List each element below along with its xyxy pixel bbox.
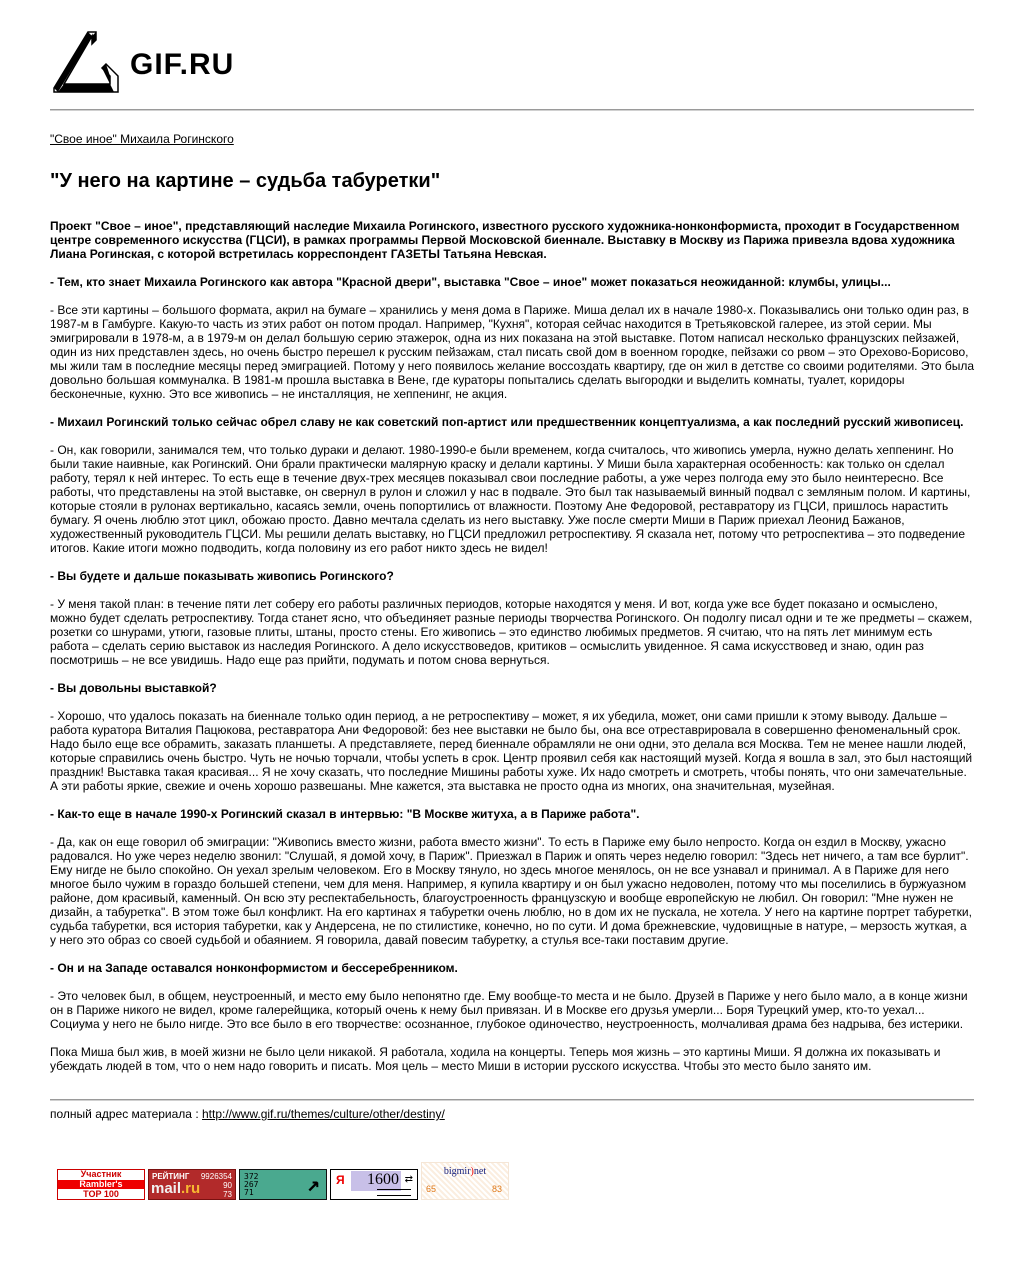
interview-answer: - Да, как он еще говорил об эмиграции: "Живопись вместо жизни, работа вместо жизни". То есть в Париже ему было непросто. Когда он ездил в Москву, ужасно радовался. Но уже через неделю звонил: "Слушай, я домой хочу, в Париж". Приезжал в Париж и опять через неделю говорил: "Здесь нет ничего, а там все бурлит". Ему нигде не было спокойно. Он уехал зрелым человеком. Его в Москву тянуло, но здесь многое менялось, он не все узнавал и принимал. А в Париже для него многое было чужим в гораздо большей степени, чем для меня. Например, я купила квартиру и он был ужасно недоволен, потому что мы поселились в буржуазном районе, дом красивый, каменный. Он всю эту респектабельность, благоустроенность французскую и вообще европейскую не любил. Он говорил: "Мне нужен не дизайн, а табуретка". В этом тоже был конфликт. На его картинах я табуретки очень люблю, но в дом их не пускала, не хотела. У него на картине портрет табуретки, судьба табуретки, вся история табуретки, как у Андерсена, не по стилистике, конечно, но по сути. И дома брежневские, чудовищные в натуре, – мерзость жуткая, а у него это образ со своей судьбой и обаянием. Я говорила, давай повесим табуретку, а стулья все-таки поставим другие.	[50, 835, 972, 947]
main-content	[50, 130, 974, 1087]
yandex-value: 1600	[351, 1171, 401, 1191]
bigmir-counter[interactable]	[421, 1162, 509, 1200]
address-label: полный адрес материала :	[50, 1107, 199, 1121]
liveinternet-counter[interactable]	[239, 1169, 327, 1200]
interview-answer: - Хорошо, что удалось показать на биеннале только один период, а не ретроспективу – может, я их убедила, может, они сами пришли к этому выводу. Дальше – работа куратора Виталия Пацюкова, реставратора Ани Федоровой: без нее выставки не было бы, она все отреставрировала в совершенно феноменальный срок. Надо было еще все обрамить, заказать планшеты. А представляете, перед биеннале обрамляли не они одни, это делала вся Москва. Тем не менее нашли людей, которые справились очень быстро. Чуть не ночью торчали, чтобы успеть в срок. Центр проявил себя как настоящий музей. Когда я вошла в зал, это был настоящий праздник! Выставка такая красивая... Я не хочу сказать, что последние Мишины работы хуже. Их надо смотреть и смотреть, чтобы понять, что они замечательные. А эти работы яркие, свежие и очень хорошо развешаны. Мне кажется, эта выставка не просто одна из многих, она значительная, музейная.	[50, 709, 973, 793]
arrow-up-right-icon: ↗	[306, 1172, 320, 1197]
interview-question: - Вы будете и дальше показывать живопись Рогинского?	[50, 569, 394, 583]
mailru-logo-main: mail	[151, 1180, 182, 1197]
site-header	[50, 28, 234, 98]
footer-address	[50, 1107, 445, 1121]
liveinternet-value1: 372	[244, 1172, 259, 1181]
yandex-cy-counter[interactable]	[330, 1169, 418, 1200]
refresh-icon: ⇄	[404, 1174, 413, 1185]
interview-question: - Михаил Рогинский только сейчас обрел славу не как советский поп-артист или предшественник концептуализма, а как последний русский живописец.	[50, 415, 964, 429]
article-lead: Проект "Свое – иное", представляющий наследие Михаила Рогинского, известного русского художника-нонконформиста, проходит в Государственном центре современного искусства (ГЦСИ), в рамках программы Первой Московской биеннале. Выставку в Москву из Парижа привезла вдова художника Лиана Рогинская, с которой встретилась корреспондент ГАЗЕТЫ Татьяна Невская.	[50, 219, 960, 261]
interview-question: - Как-то еще в начале 1990-х Рогинский сказал в интервью: "В Москве житуха, а в Париже работа".	[50, 807, 640, 821]
address-link[interactable]: http://www.gif.ru/themes/culture/other/destiny/	[202, 1107, 445, 1121]
bigmir-brand-b: )	[470, 1166, 474, 1177]
site-logo-text[interactable]: GIF.RU	[130, 48, 235, 81]
rambler-top100-counter[interactable]	[57, 1169, 145, 1200]
interview-answer: - Он, как говорили, занимался тем, что только дураки и делают. 1980-1990-е были временем, когда считалось, что живопись умерла, нужно делать хеппенинг. Но были такие наивные, как Рогинский. Они брали практически малярную краску и делали картины. У Миши была характерная особенность: как только он сделал работу, терял к ней интерес. То есть еще в течение двух-трех месяцев показывал свои последние работы, а уже через полгода ему это было неинтересно. Все работы, что представлены на этой выставке, он свернул в рулон и сложил у нас в подвале. Это был так называемый винный подвал с земляным полом. И картины, которые стояли в рулонах вертикально, касаясь земли, очень попортились от влажности. Поэтому Ане Федоровой, реставратору из ГЦСИ, пришлось нарастить бумагу. Я очень люблю этот цикл, обожаю просто. Давно мечтала сделать из него выставку. Уже после смерти Миши в Париж приехал Леонид Бажанов, художественный руководитель ГЦСИ. Мы решили делать выставку, но ГЦСИ предложил ретроспективу. Я сказала нет, потому что ретроспектива – это подведение итогов. Какие итоги можно подводить, когда половину из его работ никто здесь не видел!	[50, 443, 971, 555]
interview-answer: - Все эти картины – большого формата, акрил на бумаге – хранились у меня дома в Париже. Миша делал их в начале 1980-х. Показывались они только один раз, в 1987-м в Гамбурге. Какую-то часть из этих работ он потом продал. Например, "Кухня", которая сейчас находится в Третьяковской галерее, из этой серии. Мы эмигрировали в 1978-м, а в 1979-м он делал большую серию этажерок, одна из них показана на этой выставке. Потом написал несколько французских пейзажей, один из них представлен здесь, но очень быстро перешел к русским пейзажам, стал писать свой дом в военном городке, пейзажи со рвом – это Орехово-Борисово, мы жили там в последние месяцы перед эмиграцией. Потому у него появилось желание воссоздать квартиру, где он жил в детстве со своими родителями. Это была довольно большая коммуналка. В 1981-м прошла выставка в Вене, где кураторы попытались сделать выгородки и выделить комнаты, туалет, коридоры бесконечные, кухню. Это все живопись – не инсталляция, не хеппенинг, не акция.	[50, 303, 975, 401]
liveinternet-value3: 71	[244, 1188, 254, 1197]
impossible-triangle-logo-icon[interactable]	[50, 30, 130, 96]
article-body	[50, 219, 974, 1073]
interview-answer: - Это человек был, в общем, неустроенный, и место ему было непонятно где. Ему вообще-то места и не было. Друзей в Париже у него было мало, а в конце жизни он в Париже никого не видел, кроме галерейщика, который очень к нему был привязан. И в Москве его друзья умерли... Боря Турецкий умер, кто-то уехал... Социума у него не было нигде. Это все было в его творчестве: осознанное, глубокое одиночество, неустроенность, молчаливая драма без надрыва, без истерики.	[50, 989, 968, 1031]
bigmir-value2: 83	[491, 1184, 502, 1194]
bigmir-brand	[422, 1166, 508, 1177]
rambler-line3: TOP 100	[83, 1188, 119, 1199]
rambler-line2: Rambler's	[58, 1180, 144, 1190]
bigmir-value1: 65	[426, 1184, 437, 1194]
bigmir-brand-a: bigmir	[443, 1166, 471, 1177]
interview-question: - Он и на Западе оставался нонконформистом и бессеребренником.	[50, 961, 458, 975]
mailru-rating-counter[interactable]	[148, 1169, 236, 1200]
interview-answer: - У меня такой план: в течение пяти лет соберу его работы различных периодов, которые находятся у меня. И вот, когда уже все будет показано и осмыслено, можно будет сделать ретроспективу. Тогда станет ясно, что объединяет разные периоды творчества Рогинского. Он подолгу писал одни и те же предметы – скажем, розетки со шнурами, утюги, газовые плиты, штаны, просто стены. Его живопись – это единство любимых предметов. Я считаю, что на пять лет минимум есть работа – сделать серию выставок из наследия Рогинского. А дело искусствоведов, критиков – осмыслить увиденное. Я сама искусствовед и знаю, один раз посмотришь – не все увидишь. Надо еще раз прийти, подумать и потом снова вернуться.	[50, 597, 973, 667]
mailru-value2: 73	[223, 1190, 232, 1199]
counters-bar	[57, 1162, 509, 1200]
mailru-logo	[151, 1180, 200, 1197]
rambler-line1: Участник	[80, 1169, 122, 1180]
interview-question: - Вы довольны выставкой?	[50, 681, 217, 695]
breadcrumb-link[interactable]: "Свое иное" Михаила Рогинского	[50, 132, 234, 146]
mailru-total: 9926354	[200, 1172, 232, 1181]
bigmir-brand-c: net	[473, 1166, 487, 1177]
mailru-label: РЕЙТИНГ	[152, 1172, 190, 1181]
interview-answer: Пока Миша был жив, в моей жизни не было цели никакой. Я работала, ходила на концерты. Теперь моя жизнь – это картины Миши. Я должна их показывать и убеждать людей в том, что о нем надо говорить и писать. Моя цель – место Миши в истории русского искусства. Чтобы это место было занято им.	[50, 1045, 941, 1073]
yandex-logo-icon: Я	[336, 1173, 345, 1187]
article-title: "У него на картине – судьба табуретки"	[50, 170, 441, 192]
mailru-value1: 90	[223, 1181, 232, 1190]
yandex-lines-decoration	[377, 1189, 411, 1196]
footer-divider	[50, 1099, 974, 1101]
header-divider	[50, 109, 974, 111]
mailru-logo-suffix: .ru	[181, 1180, 201, 1197]
liveinternet-values	[244, 1173, 258, 1197]
interview-question: - Тем, кто знает Михаила Рогинского как автора "Красной двери", выставка "Свое – иное" может показаться неожиданной: клумбы, улицы...	[50, 275, 891, 289]
liveinternet-value2: 267	[244, 1180, 259, 1189]
